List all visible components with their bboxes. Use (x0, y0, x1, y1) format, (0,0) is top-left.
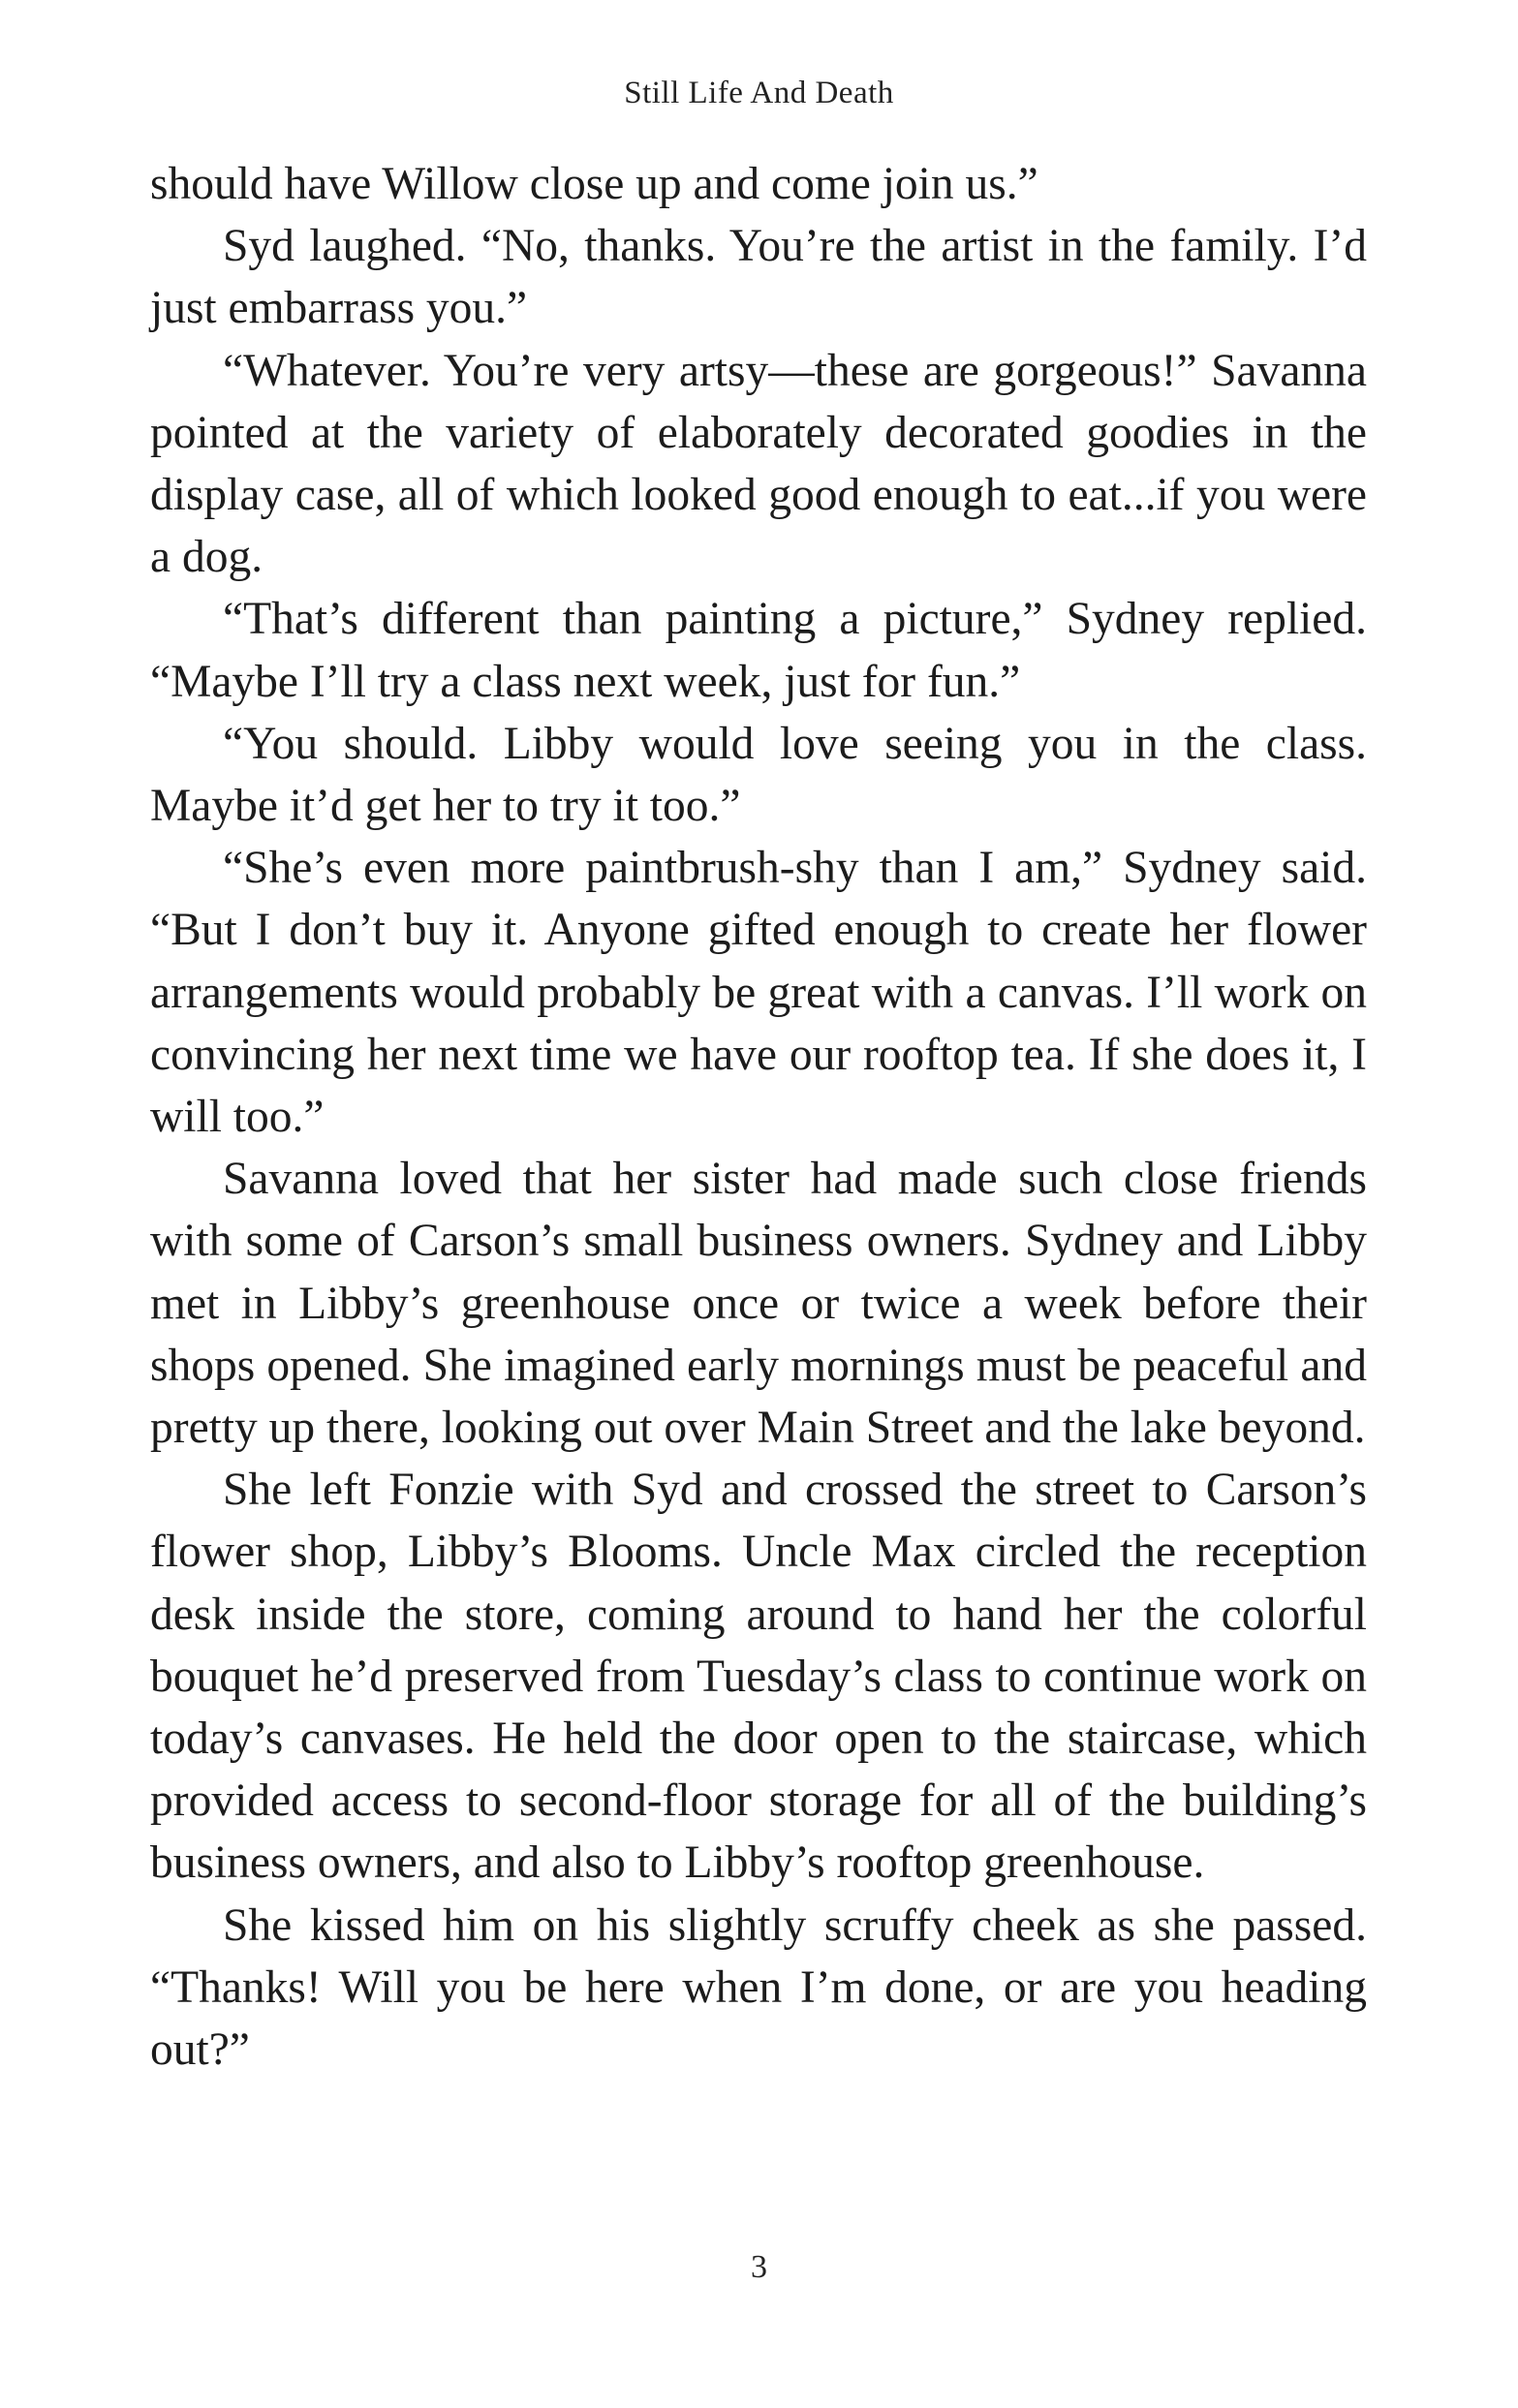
paragraph: “You should. Libby would love seeing you in the class. Maybe it’d get her to try it too.” (150, 718, 1367, 832)
running-head: Still Life And Death (624, 76, 894, 110)
paragraph: Savanna loved that her sister had made such close friends with some of Carson’s small business owners. Sydney and Libby met in Libby’s greenhouse once or twice a week before their shops opened. She imagined early mornings must be peaceful and pretty up there, looking out over Main Street and the lake beyond. (150, 1154, 1367, 1454)
paragraph: “She’s even more paintbrush-shy than I am,” Sydney said. “But I don’t buy it. Anyone gifted enough to create her flower arrangements would probably be great with a canvas. I’ll work on convincing her next time we have our rooftop tea. If she does it, I will too.” (150, 843, 1367, 1143)
paragraph: should have Willow close up and come join us.” (150, 159, 1038, 209)
paragraph: Syd laughed. “No, thanks. You’re the artist in the family. I’d just embarrass you.” (150, 221, 1367, 334)
paragraph: She left Fonzie with Syd and crossed the street to Carson’s flower shop, Libby’s Blooms. Uncle Max circled the reception desk inside the store, coming around to hand her the colorful bouquet he’d preserved from Tuesday’s class to continue work on today’s canvases. He held the door open to the staircase, which provided access to second-floor storage for all of the building’s business owners, and also to Libby’s rooftop greenhouse. (150, 1465, 1367, 1889)
paragraph: “Whatever. You’re very artsy—these are gorgeous!” Savanna pointed at the variety of elaborately decorated goodies in the display case, all of which looked good enough to eat...if you were a dog. (150, 345, 1367, 583)
body-text (150, 153, 1367, 2081)
paragraph: “That’s different than painting a picture,” Sydney replied. “Maybe I’ll try a class next week, just for fun.” (150, 594, 1367, 707)
paragraph: She kissed him on his slightly scruffy cheek as she passed. “Thanks! Will you be here when I’m done, or are you heading out?” (150, 1899, 1367, 2076)
page-number: 3 (751, 2249, 767, 2285)
